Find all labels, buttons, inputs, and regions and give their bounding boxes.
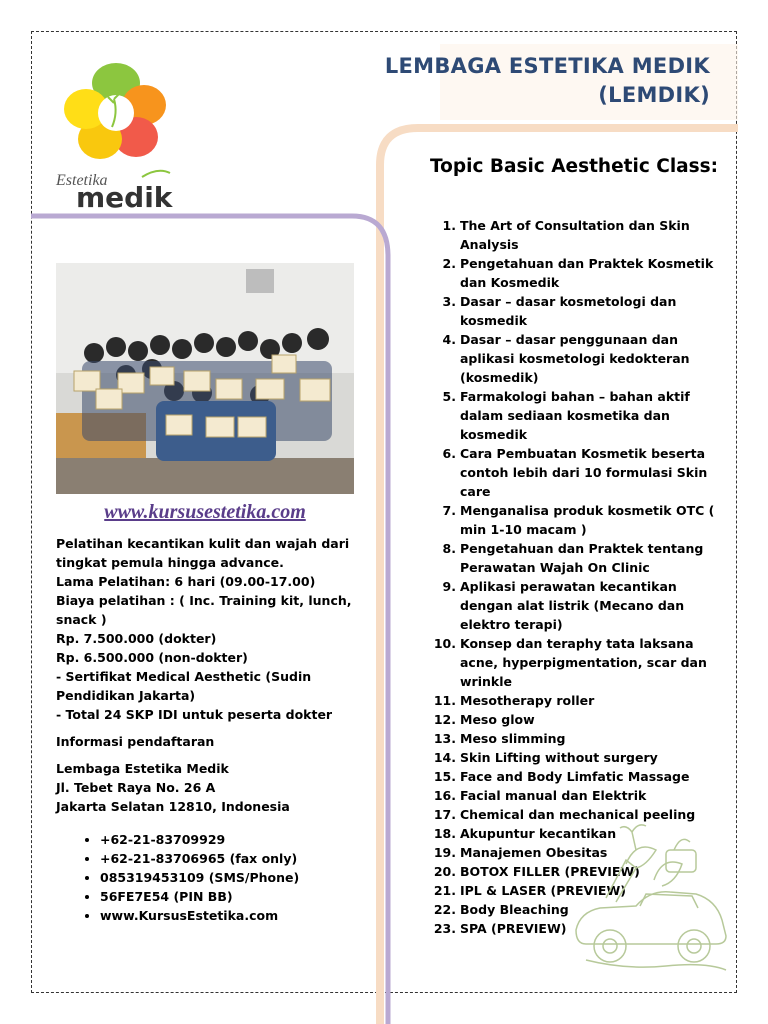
info-line: Pelatihan kecantikan kulit dan wajah dari tingkat pemula hingga advance. <box>56 536 350 570</box>
topic-item <box>430 539 720 577</box>
topic-item <box>430 767 720 786</box>
topic-item <box>430 292 720 330</box>
course-info <box>56 534 356 925</box>
topic-number: 7. <box>442 503 456 518</box>
topic-item <box>430 710 720 729</box>
address-line: Jl. Tebet Raya No. 26 A <box>56 780 216 795</box>
topic-text: Konsep dan teraphy tata laksana acne, hyperpigmentation, scar dan wrinkle <box>460 636 707 689</box>
address-line: Jakarta Selatan 12810, Indonesia <box>56 799 290 814</box>
topic-text: Pengetahuan dan Praktek Kosmetik dan Kosmedik <box>460 256 714 290</box>
topic-number: 13. <box>433 731 456 746</box>
topic-text: BOTOX FILLER (PREVIEW) <box>460 864 640 879</box>
info-line: Rp. 6.500.000 (non-dokter) <box>56 650 248 665</box>
topic-title: Topic Basic Aesthetic Class: <box>430 156 719 177</box>
topic-text: Meso glow <box>460 712 535 727</box>
info-line: - Total 24 SKP IDI untuk peserta dokter <box>56 707 333 722</box>
class-group-photo <box>56 263 354 494</box>
contact-item: • 085319453109 (SMS/Phone) <box>100 868 356 887</box>
topic-item <box>430 691 720 710</box>
topic-item <box>430 387 720 444</box>
contact-list <box>56 830 356 925</box>
topic-item <box>430 330 720 387</box>
org-title <box>385 52 710 110</box>
topic-number: 8. <box>442 541 456 556</box>
topic-text: Mesotherapy roller <box>460 693 595 708</box>
topic-number: 1. <box>442 218 456 233</box>
topic-item <box>430 501 720 539</box>
topic-number: 12. <box>433 712 456 727</box>
topic-item <box>430 729 720 748</box>
topic-number: 19. <box>433 845 456 860</box>
topic-number: 11. <box>433 693 456 708</box>
contact-item: • 56FE7E54 (PIN BB) <box>100 887 356 906</box>
topic-text: Face and Body Limfatic Massage <box>460 769 690 784</box>
topic-text: SPA (PREVIEW) <box>460 921 567 936</box>
topic-text: Chemical dan mechanical peeling <box>460 807 696 822</box>
website-link[interactable]: www.kursusestetika.com <box>104 501 306 523</box>
info-line: Lama Pelatihan: 6 hari (09.00-17.00) <box>56 574 316 589</box>
topic-item <box>430 254 720 292</box>
topic-item <box>430 577 720 634</box>
contact-item: • +62-21-83706965 (fax only) <box>100 849 356 868</box>
topic-item <box>430 634 720 691</box>
topic-number: 10. <box>433 636 456 651</box>
topic-number: 3. <box>442 294 456 309</box>
topic-number: 5. <box>442 389 456 404</box>
topic-text: Pengetahuan dan Praktek tentang Perawatan Wajah On Clinic <box>460 541 704 575</box>
topic-number: 14. <box>433 750 456 765</box>
info-line: - Sertifikat Medical Aesthetic (Sudin Pendidikan Jakarta) <box>56 669 312 703</box>
topic-number: 9. <box>442 579 456 594</box>
topic-text: Body Bleaching <box>460 902 569 917</box>
topic-number: 22. <box>433 902 456 917</box>
org-abbr: (LEMDIK) <box>598 83 710 107</box>
topic-text: Farmakologi bahan – bahan aktif dalam sediaan kosmetika dan kosmedik <box>460 389 690 442</box>
topic-text: Dasar – dasar penggunaan dan aplikasi kosmetologi kedokteran (kosmedik) <box>460 332 690 385</box>
topic-text: Dasar – dasar kosmetologi dan kosmedik <box>460 294 677 328</box>
topic-text: Akupuntur kecantikan <box>460 826 617 841</box>
topic-number: 15. <box>433 769 456 784</box>
topic-number: 2. <box>442 256 456 271</box>
registration-heading: Informasi pendaftaran <box>56 734 215 749</box>
info-line: Biaya pelatihan : ( Inc. Training kit, lunch, snack ) <box>56 593 352 627</box>
topic-number: 20. <box>433 864 456 879</box>
estetika-medik-logo <box>50 55 185 215</box>
topic-number: 6. <box>442 446 456 461</box>
topic-item <box>430 216 720 254</box>
topic-text: The Art of Consultation dan Skin Analysis <box>460 218 690 252</box>
contact-item[interactable]: • www.KursusEstetika.com <box>100 906 356 925</box>
topic-text: Facial manual dan Elektrik <box>460 788 647 803</box>
topic-text: Skin Lifting without surgery <box>460 750 658 765</box>
topic-number: 23. <box>433 921 456 936</box>
contact-item: • +62-21-83709929 <box>100 830 356 849</box>
topic-text: Menganalisa produk kosmetik OTC ( min 1-10 macam ) <box>460 503 715 537</box>
topic-text: IPL & LASER (PREVIEW) <box>460 883 626 898</box>
topic-text: Cara Pembuatan Kosmetik beserta contoh lebih dari 10 formulasi Skin care <box>460 446 708 499</box>
topic-text: Manajemen Obesitas <box>460 845 608 860</box>
topic-item <box>430 786 720 805</box>
topic-text: Aplikasi perawatan kecantikan dengan alat listrik (Mecano dan elektro terapi) <box>460 579 685 632</box>
logo-brand-text: medik <box>76 181 173 214</box>
address-line: Lembaga Estetika Medik <box>56 761 229 776</box>
info-line: Rp. 7.500.000 (dokter) <box>56 631 217 646</box>
topic-item <box>430 444 720 501</box>
topic-number: 17. <box>433 807 456 822</box>
topic-number: 16. <box>433 788 456 803</box>
car-illustration <box>566 820 738 980</box>
topic-number: 4. <box>442 332 456 347</box>
logo-script-text: Estetika <box>56 172 108 189</box>
topic-text: Meso slimming <box>460 731 566 746</box>
org-name: LEMBAGA ESTETIKA MEDIK <box>384 54 710 78</box>
topic-item <box>430 748 720 767</box>
topic-number: 18. <box>433 826 456 841</box>
topic-number: 21. <box>433 883 456 898</box>
